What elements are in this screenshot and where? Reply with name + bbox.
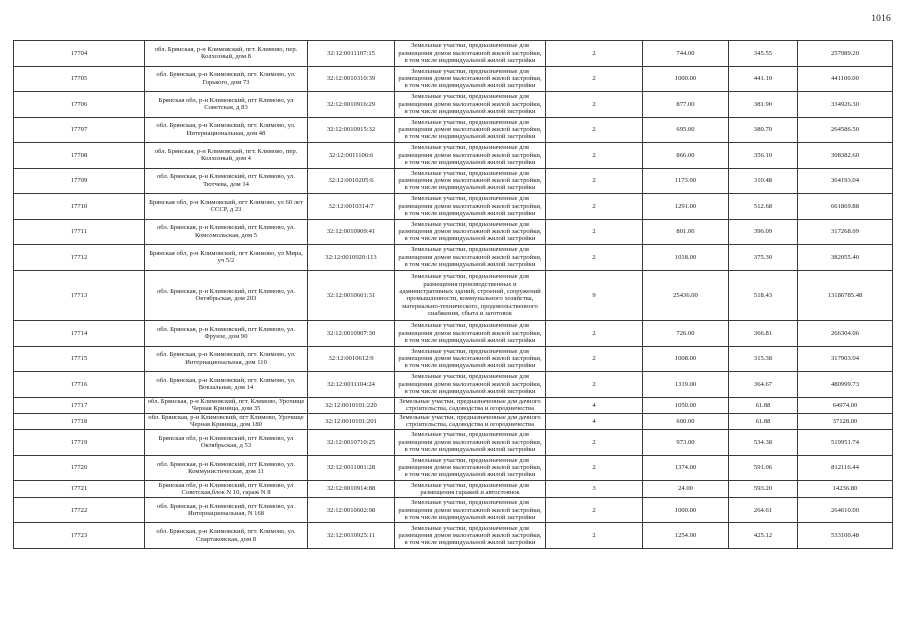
cadastral-value-cell: 264586.50 <box>798 117 893 143</box>
table-row <box>14 270 893 321</box>
table-row <box>14 346 893 372</box>
row-number: 17723 <box>14 523 145 549</box>
address-cell: Брянская обл, р-н Климовский, пгт Климово, ул 60 лет СССР, д 23 <box>145 194 308 220</box>
cadastral-number-cell: 32:12:0010907:30 <box>308 321 395 347</box>
land-purpose-cell: Земельные участки, предназначенные для размещения домов малоэтажной жилой застройки, в том числе индивидуальной жилой застройки <box>395 117 546 143</box>
area-cell: 25436.00 <box>643 270 729 321</box>
table-row <box>14 523 893 549</box>
address-cell: обл. Брянская, р-н Климовский, пгт. Климово, ул. Вокзальная, дом 14 <box>145 372 308 398</box>
address-cell: обл. Брянская, р-н Климовский, пгт. Климово, ул. Интернациональная, дом 48 <box>145 117 308 143</box>
cadastral-number-cell: 32:12:0011001:28 <box>308 455 395 481</box>
area-cell: 1000.00 <box>643 66 729 92</box>
cadastral-value-cell: 308382.60 <box>798 143 893 169</box>
row-number: 17705 <box>14 66 145 92</box>
cadastral-number-cell: 32:12:0010205:6 <box>308 168 395 194</box>
group-code-cell: 2 <box>546 66 643 92</box>
group-code-cell: 2 <box>546 497 643 523</box>
row-number: 17719 <box>14 430 145 456</box>
address-cell: обл. Брянская, р-н Климовский, пгт Климово, ул. Тютчева, дом 14 <box>145 168 308 194</box>
address-cell: обл. Брянская, р-н Климовский, пгт Климово, ул. Комсомольская, дом 5 <box>145 219 308 245</box>
table-row <box>14 117 893 143</box>
area-cell: 866.00 <box>643 143 729 169</box>
cadastral-value-table <box>13 40 893 549</box>
specific-value-cell: 345.55 <box>729 41 798 67</box>
land-purpose-cell: Земельные участки, предназначенные для размещения домов малоэтажной жилой застройки, в том числе индивидуальной жилой застройки <box>395 245 546 271</box>
table-row <box>14 430 893 456</box>
address-cell: Брянская обл, р-н Климовский, пгт Климово, ул Мира, уч 5/2 <box>145 245 308 271</box>
group-code-cell: 2 <box>546 92 643 118</box>
area-cell: 1291.00 <box>643 194 729 220</box>
land-purpose-cell: Земельные участки, предназначенные для размещения домов малоэтажной жилой застройки, в том числе индивидуальной жилой застройки <box>395 430 546 456</box>
land-purpose-cell: Земельные участки, предназначенные для размещения домов малоэтажной жилой застройки, в том числе индивидуальной жилой застройки <box>395 219 546 245</box>
land-purpose-cell: Земельные участки, предназначенные для размещения гаражей и автостоянок <box>395 481 546 498</box>
table-row <box>14 455 893 481</box>
table-row <box>14 397 893 413</box>
table-row <box>14 497 893 523</box>
cadastral-number-cell: 32:12:0010710:25 <box>308 430 395 456</box>
row-number: 17710 <box>14 194 145 220</box>
land-purpose-cell: Земельные участки, предназначенные для размещения домов малоэтажной жилой застройки, в том числе индивидуальной жилой застройки <box>395 497 546 523</box>
cadastral-value-cell: 382055.40 <box>798 245 893 271</box>
address-cell: обл. Брянская, р-н Климовский, пгт Климово, ул. Октябрьская, дом 203 <box>145 270 308 321</box>
land-purpose-cell: Земельные участки, предназначенные для размещения домов малоэтажной жилой застройки, в том числе индивидуальной жилой застройки <box>395 523 546 549</box>
group-code-cell: 2 <box>546 455 643 481</box>
cadastral-number-cell: 32:12:0010914:88 <box>308 481 395 498</box>
cadastral-value-cell: 533100.48 <box>798 523 893 549</box>
cadastral-number-cell: 32:12:0011107:15 <box>308 41 395 67</box>
group-code-cell: 2 <box>546 321 643 347</box>
row-number: 17716 <box>14 372 145 398</box>
area-cell: 1374.00 <box>643 455 729 481</box>
table-row <box>14 143 893 169</box>
cadastral-value-cell: 13186785.48 <box>798 270 893 321</box>
address-cell: обл. Брянская, р-н Климовский, пгт Климово, ул. Коммунистическая, дом 11 <box>145 455 308 481</box>
row-number: 17720 <box>14 455 145 481</box>
specific-value-cell: 534.38 <box>729 430 798 456</box>
cadastral-value-cell: 661869.88 <box>798 194 893 220</box>
area-cell: 1008.00 <box>643 346 729 372</box>
specific-value-cell: 441.10 <box>729 66 798 92</box>
specific-value-cell: 310.48 <box>729 168 798 194</box>
cadastral-number-cell: 32:12:0010916:29 <box>308 92 395 118</box>
specific-value-cell: 380.70 <box>729 117 798 143</box>
area-cell: 1319.00 <box>643 372 729 398</box>
table-body <box>14 41 893 549</box>
row-number: 17715 <box>14 346 145 372</box>
cadastral-number-cell: 32:12:0010925:11 <box>308 523 395 549</box>
land-purpose-cell: Земельные участки, предназначенные для размещения домов малоэтажной жилой застройки, в том числе индивидуальной жилой застройки <box>395 66 546 92</box>
cadastral-value-cell: 264610.00 <box>798 497 893 523</box>
row-number: 17712 <box>14 245 145 271</box>
specific-value-cell: 591.06 <box>729 455 798 481</box>
group-code-cell: 2 <box>546 523 643 549</box>
address-cell: обл. Брянская, р-н Климовский, пгт. Климово, ул. Горького, дом 73 <box>145 66 308 92</box>
row-number: 17704 <box>14 41 145 67</box>
land-purpose-cell: Земельные участки, предназначенные для размещения домов малоэтажной жилой застройки, в том числе индивидуальной жилой застройки <box>395 92 546 118</box>
area-cell: 744.00 <box>643 41 729 67</box>
row-number: 17721 <box>14 481 145 498</box>
group-code-cell: 2 <box>546 219 643 245</box>
cadastral-number-cell: 32:12:0011106:6 <box>308 143 395 169</box>
specific-value-cell: 512.68 <box>729 194 798 220</box>
specific-value-cell: 61.88 <box>729 413 798 429</box>
group-code-cell: 4 <box>546 413 643 429</box>
group-code-cell: 2 <box>546 430 643 456</box>
table-row <box>14 66 893 92</box>
row-number: 17711 <box>14 219 145 245</box>
address-cell: Брянская обл, р-н Климовский, пгт Климово, ул Советская,блок N 10, гараж N 8 <box>145 481 308 498</box>
land-purpose-cell: Земельные участки, предназначенные для размещения домов малоэтажной жилой застройки, в том числе индивидуальной жилой застройки <box>395 455 546 481</box>
table-row <box>14 413 893 429</box>
cadastral-value-cell: 257089.20 <box>798 41 893 67</box>
address-cell: Брянская обл, р-н Климовский, пгт Климово, ул Советская, д 83 <box>145 92 308 118</box>
cadastral-value-cell: 14236.80 <box>798 481 893 498</box>
group-code-cell: 3 <box>546 481 643 498</box>
address-cell: обл. Брянская, р-н Климовский, пгт. Климово, ул. Интернациональная, дом 110 <box>145 346 308 372</box>
group-code-cell: 4 <box>546 397 643 413</box>
group-code-cell: 2 <box>546 41 643 67</box>
table-row <box>14 41 893 67</box>
area-cell: 600.00 <box>643 413 729 429</box>
cadastral-value-cell: 317268.09 <box>798 219 893 245</box>
cadastral-value-cell: 37128.00 <box>798 413 893 429</box>
area-cell: 726.00 <box>643 321 729 347</box>
table-row <box>14 219 893 245</box>
cadastral-value-cell: 334926.30 <box>798 92 893 118</box>
group-code-cell: 2 <box>546 143 643 169</box>
address-cell: обл. Брянская, р-н Климовский, пгт Климово, ул. Интернациональная, N 168 <box>145 497 308 523</box>
row-number: 17714 <box>14 321 145 347</box>
cadastral-value-cell: 812116.44 <box>798 455 893 481</box>
land-purpose-cell: Земельные участки, предназначенные для размещения домов малоэтажной жилой застройки, в том числе индивидуальной жилой застройки <box>395 168 546 194</box>
cadastral-value-cell: 266304.06 <box>798 321 893 347</box>
land-purpose-cell: Земельные участки, предназначенные для размещения домов малоэтажной жилой застройки, в том числе индивидуальной жилой застройки <box>395 143 546 169</box>
area-cell: 1050.00 <box>643 397 729 413</box>
row-number: 17709 <box>14 168 145 194</box>
area-cell: 1254.00 <box>643 523 729 549</box>
address-cell: обл. Брянская, р-н Климовский, пгт. Климово, пер. Колхозный, дом 4 <box>145 143 308 169</box>
land-purpose-cell: Земельные участки, предназначенные для дачного строительства, садоводства и огородничества <box>395 397 546 413</box>
land-purpose-cell: Земельные участки, предназначенные для размещения домов малоэтажной жилой застройки, в том числе индивидуальной жилой застройки <box>395 346 546 372</box>
row-number: 17708 <box>14 143 145 169</box>
specific-value-cell: 356.10 <box>729 143 798 169</box>
area-cell: 801.00 <box>643 219 729 245</box>
area-cell: 1000.00 <box>643 497 729 523</box>
cadastral-value-cell: 64974.00 <box>798 397 893 413</box>
address-cell: обл. Брянская, р-н Климовский, пгт Климово, Урочище Черная Криница, дом 180 <box>145 413 308 429</box>
group-code-cell: 2 <box>546 168 643 194</box>
specific-value-cell: 315.38 <box>729 346 798 372</box>
cadastral-number-cell: 32:12:0011104:24 <box>308 372 395 398</box>
group-code-cell: 2 <box>546 245 643 271</box>
cadastral-value-cell: 519951.74 <box>798 430 893 456</box>
specific-value-cell: 593.20 <box>729 481 798 498</box>
specific-value-cell: 381.90 <box>729 92 798 118</box>
table-row <box>14 372 893 398</box>
group-code-cell: 2 <box>546 194 643 220</box>
cadastral-number-cell: 32:12:0010101:220 <box>308 397 395 413</box>
specific-value-cell: 375.30 <box>729 245 798 271</box>
land-purpose-cell: Земельные участки, предназначенные для дачного строительства, садоводства и огородничества <box>395 413 546 429</box>
address-cell: обл. Брянская, р-н Климовский, пгт. Климово, ул. Спартаковская, дом 8 <box>145 523 308 549</box>
area-cell: 1173.00 <box>643 168 729 194</box>
specific-value-cell: 61.88 <box>729 397 798 413</box>
area-cell: 877.00 <box>643 92 729 118</box>
cadastral-number-cell: 32:12:0010612:9 <box>308 346 395 372</box>
group-code-cell: 2 <box>546 372 643 398</box>
cadastral-value-cell: 317903.04 <box>798 346 893 372</box>
group-code-cell: 2 <box>546 346 643 372</box>
cadastral-number-cell: 32:12:0010601:31 <box>308 270 395 321</box>
row-number: 17718 <box>14 413 145 429</box>
group-code-cell: 2 <box>546 117 643 143</box>
address-cell: обл. Брянская, р-н Климовский, пгт. Климово, пер. Колхозный, дом 8 <box>145 41 308 67</box>
cadastral-number-cell: 32:12:0010920:113 <box>308 245 395 271</box>
land-purpose-cell: Земельные участки, предназначенные для размещения производственных и административных зданий, строений, сооружений промышленности, коммунального хозяйства, материально-технического, продовольственного снабжения, сбыта и заготовок <box>395 270 546 321</box>
cadastral-number-cell: 32:12:0010909:41 <box>308 219 395 245</box>
address-cell: обл. Брянская, р-н Климовский, пгт. Климово, Урочище Черная Криница, дом 35 <box>145 397 308 413</box>
cadastral-value-cell: 480999.73 <box>798 372 893 398</box>
cadastral-number-cell: 32:12:0010101:201 <box>308 413 395 429</box>
land-purpose-cell: Земельные участки, предназначенные для размещения домов малоэтажной жилой застройки, в том числе индивидуальной жилой застройки <box>395 372 546 398</box>
row-number: 17713 <box>14 270 145 321</box>
area-cell: 695.00 <box>643 117 729 143</box>
cadastral-value-cell: 441100.00 <box>798 66 893 92</box>
table-row <box>14 481 893 498</box>
table-row <box>14 194 893 220</box>
specific-value-cell: 364.67 <box>729 372 798 398</box>
row-number: 17722 <box>14 497 145 523</box>
land-purpose-cell: Земельные участки, предназначенные для размещения домов малоэтажной жилой застройки, в том числе индивидуальной жилой застройки <box>395 321 546 347</box>
row-number: 17706 <box>14 92 145 118</box>
table-row <box>14 168 893 194</box>
cadastral-value-cell: 364193.04 <box>798 168 893 194</box>
address-cell: Брянская обл, р-н Климовский, пгт Климово, ул Октябрьская, д 53 <box>145 430 308 456</box>
land-purpose-cell: Земельные участки, предназначенные для размещения домов малоэтажной жилой застройки, в том числе индивидуальной жилой застройки <box>395 41 546 67</box>
table-row <box>14 92 893 118</box>
table-row <box>14 321 893 347</box>
group-code-cell: 9 <box>546 270 643 321</box>
specific-value-cell: 425.12 <box>729 523 798 549</box>
area-cell: 973.00 <box>643 430 729 456</box>
specific-value-cell: 396.09 <box>729 219 798 245</box>
address-cell: обл. Брянская, р-н Климовский, пгт Климово, ул. Фрунзе, дом 90 <box>145 321 308 347</box>
row-number: 17707 <box>14 117 145 143</box>
cadastral-number-cell: 32:12:0010915:32 <box>308 117 395 143</box>
specific-value-cell: 518.43 <box>729 270 798 321</box>
cadastral-number-cell: 32:12:0010314:7 <box>308 194 395 220</box>
cadastral-number-cell: 32:12:0010310:39 <box>308 66 395 92</box>
area-cell: 1018.00 <box>643 245 729 271</box>
cadastral-number-cell: 32:12:0010602:98 <box>308 497 395 523</box>
page-number: 1016 <box>871 14 891 24</box>
table-row <box>14 245 893 271</box>
land-purpose-cell: Земельные участки, предназначенные для размещения домов малоэтажной жилой застройки, в том числе индивидуальной жилой застройки <box>395 194 546 220</box>
specific-value-cell: 264.61 <box>729 497 798 523</box>
specific-value-cell: 366.81 <box>729 321 798 347</box>
area-cell: 24.00 <box>643 481 729 498</box>
row-number: 17717 <box>14 397 145 413</box>
